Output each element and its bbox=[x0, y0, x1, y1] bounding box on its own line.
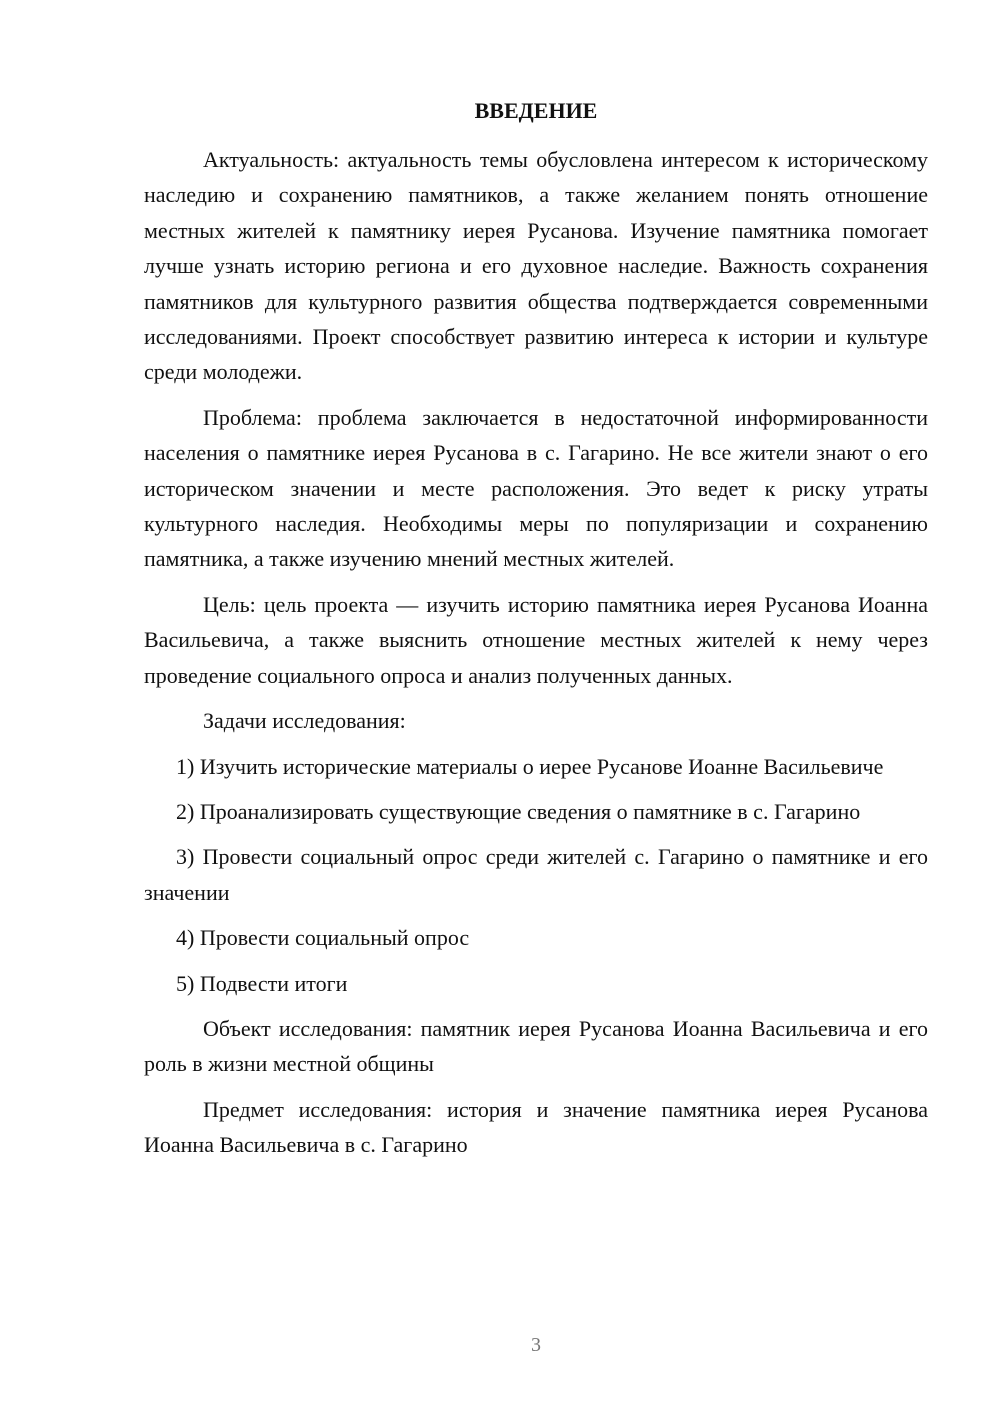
tasks-heading: Задачи исследования: bbox=[203, 708, 406, 734]
relevance-paragraph: Актуальность: актуальность темы обусловлена интересом к историческому наследию и сохранению памятников, а также желанием понять отношение местных жителей к памятнику иерея Русанова. Изучение памятника помогает лучше узнать историю региона и его духовное наследие. Важность сохранения памятников для культурного развития общества подтверждается современными исследованиями. Проект способствует развитию интереса к истории и культуре среди молодежи. bbox=[144, 147, 928, 385]
task-item-1: 1) Изучить исторические материалы о иерее Русанове Иоанне Васильевиче bbox=[176, 753, 884, 779]
problem-paragraph: Проблема: проблема заключается в недостаточной информированности населения о памятнике иерея Русанова в с. Гагарино. Не все жители знают о его историческом значении и месте расположения. Это ведет к риску утраты культурного наследия. Необходимы меры по популяризации и сохранению памятника, а также изучению мнений местных жителей. bbox=[144, 404, 928, 572]
object-paragraph: Объект исследования: памятник иерея Русанова Иоанна Васильевича и его роль в жизни местной общины bbox=[144, 1015, 928, 1077]
document-page bbox=[144, 0, 928, 1414]
page-title: ВВЕДЕНИЕ bbox=[474, 98, 598, 123]
task-item-4: 4) Провести социальный опрос bbox=[176, 925, 470, 951]
page-content bbox=[144, 142, 928, 1173]
task-item-3: 3) Провести социальный опрос среди жителей с. Гагарино о памятнике и его значении bbox=[144, 844, 928, 905]
task-item-5: 5) Подвести итоги bbox=[176, 970, 348, 996]
page-number: 3 bbox=[531, 1334, 541, 1356]
goal-paragraph: Цель: цель проекта — изучить историю памятника иерея Русанова Иоанна Васильевича, а также выяснить отношение местных жителей к нему через проведение социального опроса и анализ полученных данных. bbox=[144, 591, 928, 688]
task-item-2: 2) Проанализировать существующие сведения о памятнике в с. Гагарино bbox=[176, 798, 861, 824]
subject-paragraph: Предмет исследования: история и значение памятника иерея Русанова Иоанна Васильевича в с. Гагарино bbox=[144, 1096, 928, 1158]
